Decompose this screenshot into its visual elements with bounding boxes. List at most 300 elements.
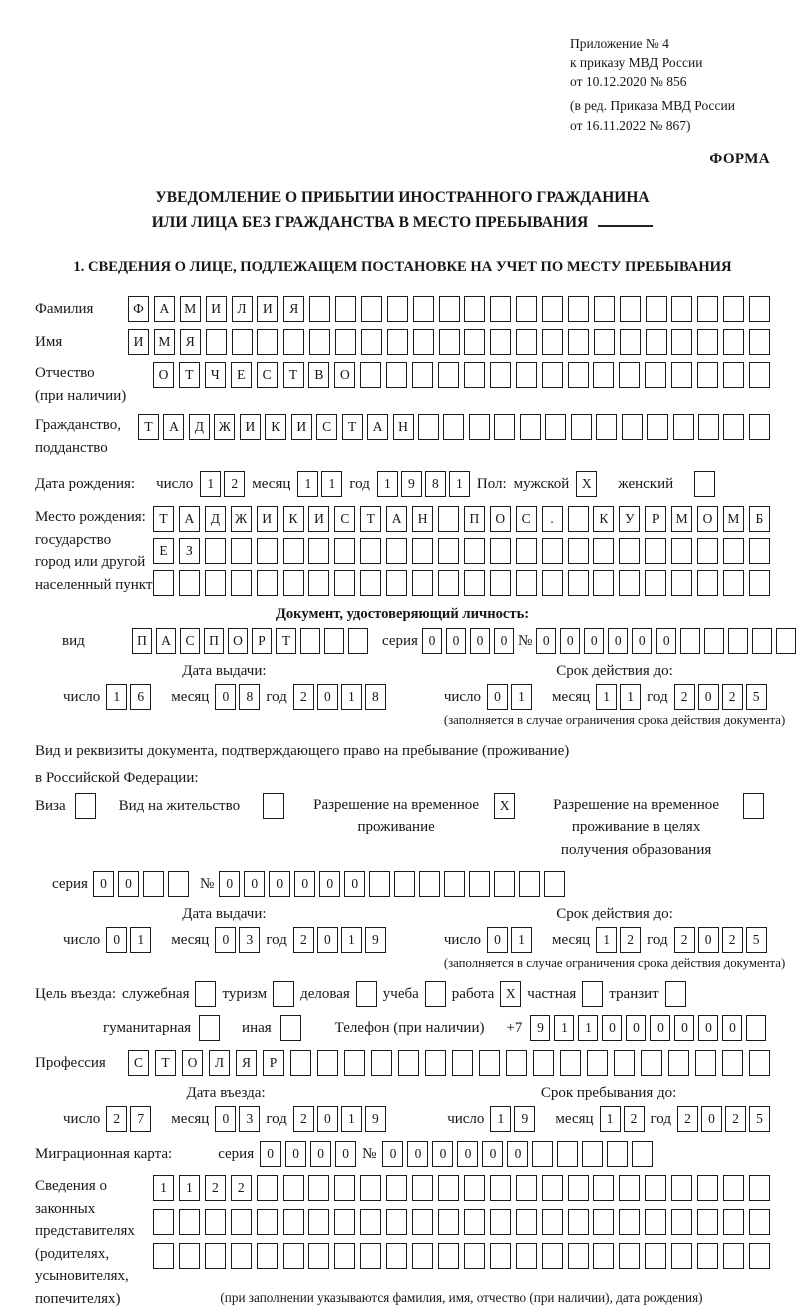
form-cell <box>75 793 96 819</box>
form-cell <box>520 414 541 440</box>
form-cell <box>334 1243 355 1269</box>
form-cell: 0 <box>319 871 340 897</box>
residence-number-label: № <box>199 875 215 892</box>
form-cell <box>464 538 485 564</box>
form-cell <box>348 628 368 654</box>
form-cell <box>438 362 459 388</box>
form-cell <box>490 538 511 564</box>
form-cell: 0 <box>487 684 508 710</box>
patronymic-row <box>35 362 770 407</box>
form-cell <box>257 538 278 564</box>
temp-permit-label: Разрешение на временное проживание <box>313 796 480 836</box>
form-cell: 7 <box>130 1106 151 1132</box>
birth-day-cells <box>200 471 245 497</box>
form-cell: 0 <box>487 927 508 953</box>
form-cell: 0 <box>344 871 365 897</box>
form-cell: 2 <box>624 1106 645 1132</box>
form-cell <box>464 1209 485 1235</box>
form-cell <box>519 871 540 897</box>
entry-stay-dates <box>35 1085 770 1132</box>
form-cell: 0 <box>310 1141 331 1167</box>
form-cell <box>360 1209 381 1235</box>
form-cell <box>308 538 329 564</box>
form-cell <box>443 414 464 440</box>
migration-card-label: Миграционная карта: <box>35 1145 173 1162</box>
form-cell <box>361 329 382 355</box>
valid-until-note: (заполняется в случае ограничения срока действия документа) <box>443 956 786 971</box>
form-cell: Д <box>189 414 210 440</box>
form-cell <box>568 296 589 322</box>
form-cell <box>469 871 490 897</box>
form-cell: Я <box>180 329 201 355</box>
form-cell: 0 <box>457 1141 478 1167</box>
form-cell: 0 <box>698 684 719 710</box>
form-cell: 1 <box>554 1015 574 1041</box>
form-cell: К <box>265 414 286 440</box>
valid-until-heading: Срок действия до: <box>556 663 673 680</box>
form-cell: 2 <box>293 684 314 710</box>
form-cell <box>560 1050 581 1076</box>
issue-year-cells <box>293 684 386 710</box>
residence-doc-dates <box>35 906 786 971</box>
form-cell <box>542 329 563 355</box>
form-cell: И <box>257 506 278 532</box>
form-cell <box>369 871 390 897</box>
section1-heading: 1. СВЕДЕНИЯ О ЛИЦЕ, ПОДЛЕЖАЩЕМ ПОСТАНОВКЕ НА УЧЕТ ПО МЕСТУ ПРЕБЫВАНИЯ <box>73 259 732 276</box>
valid-until-note: (заполняется в случае ограничения срока действия документа) <box>443 713 786 728</box>
form-cell: X <box>500 981 521 1007</box>
form-cell <box>412 1243 433 1269</box>
form-cell <box>542 570 563 596</box>
form-cell <box>386 362 407 388</box>
form-cell: 0 <box>215 684 236 710</box>
form-cell <box>419 871 440 897</box>
day-label: число <box>63 688 101 705</box>
form-cell <box>143 871 164 897</box>
form-cell <box>516 570 537 596</box>
form-cell <box>723 1243 744 1269</box>
surname-cells <box>128 296 770 322</box>
migration-card-row <box>35 1141 770 1167</box>
purpose-transit-label: транзит <box>609 985 659 1002</box>
form-cell: 0 <box>698 1015 718 1041</box>
purpose-official-label: служебная <box>121 985 190 1002</box>
form-cell <box>645 1175 666 1201</box>
form-cell <box>545 414 566 440</box>
residence-doc-options <box>35 793 770 862</box>
purpose-humanitarian-checkbox <box>199 1015 220 1041</box>
form-cell: 9 <box>365 927 386 953</box>
form-cell <box>494 414 515 440</box>
form-cell: 0 <box>626 1015 646 1041</box>
form-cell <box>619 1209 640 1235</box>
form-cell: 6 <box>130 684 151 710</box>
form-cell <box>723 296 744 322</box>
form-cell: И <box>308 506 329 532</box>
form-cell: 2 <box>293 927 314 953</box>
firstname-cells <box>128 329 770 355</box>
form-cell <box>542 1243 563 1269</box>
form-cell: 0 <box>106 927 127 953</box>
migration-number-cells <box>382 1141 653 1167</box>
edu-permit-checkbox <box>743 793 764 819</box>
form-cell <box>231 1209 252 1235</box>
purpose-other-label: иная <box>242 1019 272 1036</box>
form-cell <box>671 329 692 355</box>
form-cell: 5 <box>746 927 767 953</box>
form-cell <box>749 1050 770 1076</box>
form-cell <box>444 871 465 897</box>
form-cell: Т <box>179 362 200 388</box>
form-cell <box>283 570 304 596</box>
revision-line: от 16.11.2022 № 867) <box>570 117 691 133</box>
form-cell <box>749 570 770 596</box>
form-cell: 0 <box>650 1015 670 1041</box>
form-cell <box>263 793 284 819</box>
form-cell: 9 <box>530 1015 550 1041</box>
form-cell <box>749 296 770 322</box>
form-cell <box>490 1209 511 1235</box>
form-cell: Н <box>412 506 433 532</box>
form-cell <box>418 414 439 440</box>
form-cell: 0 <box>317 684 338 710</box>
form-cell <box>542 538 563 564</box>
month-label: месяц <box>552 931 591 948</box>
year-label: год <box>266 1110 287 1127</box>
form-cell: 1 <box>130 927 151 953</box>
form-cell: 2 <box>231 1175 252 1201</box>
temp-permit-checkbox <box>494 793 515 819</box>
form-cell <box>516 1175 537 1201</box>
form-cell <box>568 329 589 355</box>
form-cell <box>593 1209 614 1235</box>
form-cell: Т <box>155 1050 176 1076</box>
form-cell <box>412 1209 433 1235</box>
month-label: месяц <box>171 931 210 948</box>
form-cell: Н <box>393 414 414 440</box>
birth-month-cells <box>297 471 342 497</box>
form-cell <box>749 1175 770 1201</box>
form-cell: 9 <box>401 471 422 497</box>
form-cell <box>153 1243 174 1269</box>
day-label: число <box>156 475 194 492</box>
form-cell <box>694 471 715 497</box>
form-cell: Л <box>232 296 253 322</box>
form-cell: 0 <box>494 628 514 654</box>
form-cell: 0 <box>632 628 652 654</box>
form-cell: Е <box>153 538 174 564</box>
entry-year-cells <box>293 1106 386 1132</box>
form-cell <box>438 1209 459 1235</box>
form-cell: О <box>697 506 718 532</box>
form-cell <box>671 1243 692 1269</box>
surname-label: Фамилия <box>35 300 94 317</box>
form-cell: 1 <box>341 684 362 710</box>
form-cell: Т <box>283 362 304 388</box>
purpose-work-label: работа <box>451 985 495 1002</box>
form-cell: 0 <box>118 871 139 897</box>
form-cell <box>645 1243 666 1269</box>
form-cell <box>386 538 407 564</box>
year-label: год <box>647 931 668 948</box>
form-cell <box>335 296 356 322</box>
form-cell <box>749 538 770 564</box>
form-cell: 2 <box>677 1106 698 1132</box>
form-cell: 0 <box>244 871 265 897</box>
form-cell: 0 <box>432 1141 453 1167</box>
form-cell <box>334 538 355 564</box>
form-cell <box>308 1209 329 1235</box>
form-cell <box>179 1209 200 1235</box>
form-cell <box>231 570 252 596</box>
form-cell <box>199 1015 220 1041</box>
form-cell <box>749 362 770 388</box>
form-cell <box>671 1209 692 1235</box>
form-cell <box>593 362 614 388</box>
purpose-other-checkbox <box>280 1015 301 1041</box>
form-cell: 3 <box>239 1106 260 1132</box>
issue-date-heading: Дата выдачи: <box>182 906 267 923</box>
form-cell <box>516 538 537 564</box>
form-cell: 1 <box>620 684 641 710</box>
form-cell <box>360 538 381 564</box>
form-cell: И <box>291 414 312 440</box>
form-cell <box>494 871 515 897</box>
form-cell: 8 <box>239 684 260 710</box>
issue-month-cells <box>215 927 260 953</box>
form-cell: Д <box>205 506 226 532</box>
form-cell: И <box>240 414 261 440</box>
form-cell: 0 <box>269 871 290 897</box>
gender-female-checkbox <box>694 471 715 497</box>
form-cell <box>671 1175 692 1201</box>
form-cell: 2 <box>674 927 695 953</box>
form-cell: 0 <box>560 628 580 654</box>
form-cell <box>335 329 356 355</box>
form-cell <box>386 1209 407 1235</box>
form-cell <box>386 1175 407 1201</box>
blank-underline <box>598 225 653 227</box>
birthplace-cells-row1 <box>153 506 770 532</box>
form-cell: 9 <box>365 1106 386 1132</box>
form-cell <box>645 1209 666 1235</box>
day-label: число <box>63 1110 101 1127</box>
form-cell: 0 <box>674 1015 694 1041</box>
form-cell <box>317 1050 338 1076</box>
doc-number-cells <box>536 628 796 654</box>
form-cell <box>697 538 718 564</box>
form-cell <box>334 1175 355 1201</box>
form-cell <box>582 1141 603 1167</box>
form-cell: Т <box>276 628 296 654</box>
form-cell <box>490 1243 511 1269</box>
form-cell: 2 <box>722 927 743 953</box>
form-cell <box>425 981 446 1007</box>
form-cell: С <box>128 1050 149 1076</box>
form-cell: Ч <box>205 362 226 388</box>
form-cell <box>469 414 490 440</box>
form-cell: А <box>367 414 388 440</box>
form-cell: 0 <box>584 628 604 654</box>
form-cell <box>205 570 226 596</box>
residence-permit-checkbox <box>263 793 284 819</box>
form-cell: Р <box>645 506 666 532</box>
form-cell: П <box>464 506 485 532</box>
form-cell <box>506 1050 527 1076</box>
form-cell <box>309 296 330 322</box>
form-cell <box>671 362 692 388</box>
form-cell <box>645 570 666 596</box>
form-cell: 8 <box>425 471 446 497</box>
form-cell <box>257 570 278 596</box>
form-cell <box>360 1175 381 1201</box>
migration-series-cells <box>260 1141 356 1167</box>
form-cell: С <box>180 628 200 654</box>
form-cell <box>568 362 589 388</box>
form-cell <box>464 296 485 322</box>
form-cell: 1 <box>600 1106 621 1132</box>
form-cell <box>290 1050 311 1076</box>
form-cell <box>168 871 189 897</box>
form-cell: X <box>576 471 597 497</box>
form-cell: С <box>257 362 278 388</box>
form-cell: 2 <box>106 1106 127 1132</box>
form-cell: М <box>671 506 692 532</box>
form-cell: 0 <box>215 927 236 953</box>
form-cell: 5 <box>746 684 767 710</box>
form-cell: 0 <box>656 628 676 654</box>
form-cell: 0 <box>382 1141 403 1167</box>
issue-date-heading: Дата выдачи: <box>182 663 267 680</box>
form-cell <box>438 570 459 596</box>
form-cell <box>334 1209 355 1235</box>
form-cell: 1 <box>596 684 617 710</box>
form-cell <box>544 871 565 897</box>
form-cell: П <box>204 628 224 654</box>
form-cell <box>516 1243 537 1269</box>
form-cell <box>283 1175 304 1201</box>
purpose-business-checkbox <box>356 981 377 1007</box>
form-cell: 0 <box>93 871 114 897</box>
form-cell: С <box>316 414 337 440</box>
day-label: число <box>443 688 482 705</box>
form-cell: Т <box>138 414 159 440</box>
appendix-line: от 10.12.2020 № 856 <box>570 74 687 90</box>
form-cell: 0 <box>482 1141 503 1167</box>
form-cell: 1 <box>297 471 318 497</box>
identity-doc-heading: Документ, удостоверяющий личность: <box>275 606 530 623</box>
doc-series-cells <box>422 628 514 654</box>
form-cell <box>280 1015 301 1041</box>
form-cell <box>308 1175 329 1201</box>
form-cell: Я <box>283 296 304 322</box>
purpose-private-checkbox <box>582 981 603 1007</box>
form-cell: 1 <box>511 927 532 953</box>
patronymic-label: Отчество (при наличии) <box>35 365 127 404</box>
day-label: число <box>447 1110 485 1127</box>
form-cell: И <box>128 329 149 355</box>
form-cell <box>749 414 770 440</box>
form-cell <box>596 414 617 440</box>
form-cell <box>438 506 459 532</box>
form-cell: К <box>593 506 614 532</box>
form-cell: 0 <box>317 1106 338 1132</box>
form-cell <box>568 506 589 532</box>
year-label: год <box>647 688 668 705</box>
day-label: число <box>443 931 482 948</box>
visa-checkbox <box>75 793 96 819</box>
form-cell: П <box>132 628 152 654</box>
form-cell <box>671 538 692 564</box>
stay-until-heading: Срок пребывания до: <box>540 1085 677 1102</box>
form-cell: Р <box>263 1050 284 1076</box>
residence-series-cells <box>93 871 189 897</box>
form-cell <box>723 362 744 388</box>
form-cell <box>746 1015 766 1041</box>
form-cell <box>532 1141 553 1167</box>
form-cell <box>195 981 216 1007</box>
appendix-line: к приказу МВД России <box>570 55 703 71</box>
form-cell: 0 <box>701 1106 722 1132</box>
form-cell <box>516 329 537 355</box>
issue-month-cells <box>215 684 260 710</box>
form-cell: 3 <box>239 927 260 953</box>
form-cell: С <box>516 506 537 532</box>
form-cell <box>620 296 641 322</box>
form-cell: 0 <box>260 1141 281 1167</box>
form-cell: 9 <box>514 1106 535 1132</box>
form-cell <box>697 570 718 596</box>
issue-day-cells <box>106 927 151 953</box>
form-cell: 0 <box>470 628 490 654</box>
form-cell <box>438 1243 459 1269</box>
birthdate-label: Дата рождения: <box>35 475 136 492</box>
form-cell: 2 <box>293 1106 314 1132</box>
form-cell: В <box>308 362 329 388</box>
form-cell <box>542 362 563 388</box>
citizenship-row <box>35 414 770 459</box>
form-cell <box>698 414 719 440</box>
appendix-line: Приложение № 4 <box>570 36 669 51</box>
form-cell: 0 <box>407 1141 428 1167</box>
form-cell <box>704 628 724 654</box>
form-cell: 2 <box>620 927 641 953</box>
form-cell <box>490 329 511 355</box>
form-cell <box>743 793 764 819</box>
form-cell <box>283 329 304 355</box>
form-cell: Б <box>749 506 770 532</box>
form-cell <box>205 538 226 564</box>
gender-female-label: женский <box>618 475 674 492</box>
valid-day-cells <box>487 684 532 710</box>
form-cell: 1 <box>341 927 362 953</box>
form-cell: 0 <box>422 628 442 654</box>
representatives-cells-row3 <box>153 1243 770 1269</box>
month-label: месяц <box>252 475 291 492</box>
form-cell <box>425 1050 446 1076</box>
phone-prefix: +7 <box>506 1019 523 1036</box>
form-cell <box>324 628 344 654</box>
stay-year-cells <box>677 1106 770 1132</box>
form-cell <box>308 570 329 596</box>
form-cell <box>438 1175 459 1201</box>
form-cell <box>542 1209 563 1235</box>
form-cell <box>360 1243 381 1269</box>
form-cell <box>334 570 355 596</box>
issue-year-cells <box>293 927 386 953</box>
form-cell: 2 <box>224 471 245 497</box>
form-cell <box>153 570 174 596</box>
